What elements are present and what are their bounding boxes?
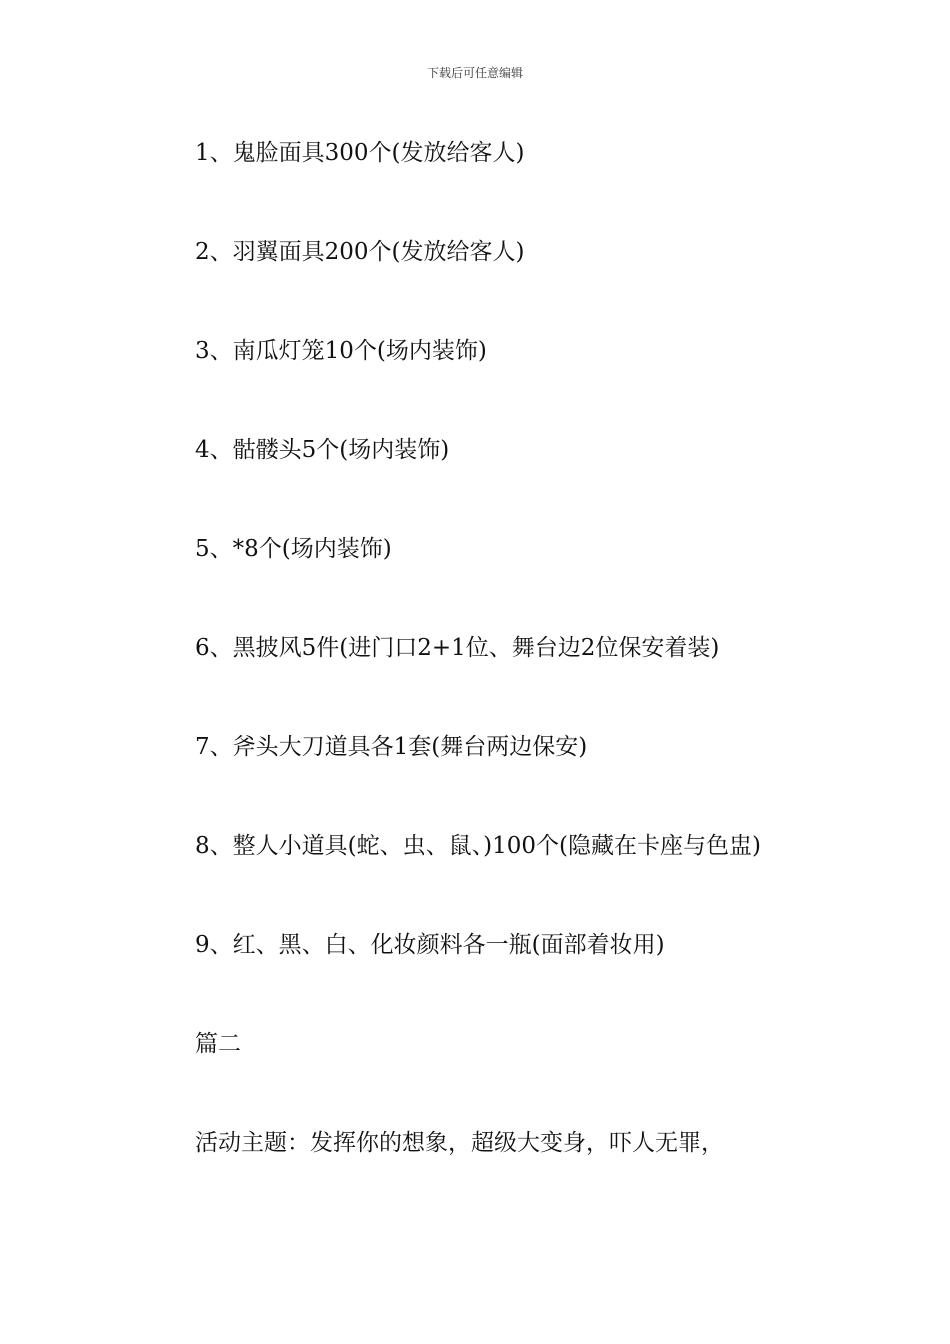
list-item-7: 7、斧头大刀道具各1套(舞台两边保安) bbox=[195, 734, 588, 760]
list-item-4: 4、骷髅头5个(场内装饰) bbox=[195, 437, 450, 463]
list-item-8: 8、整人小道具(蛇、虫、鼠、)100个(隐藏在卡座与色盅) bbox=[195, 833, 761, 859]
list-item-6: 6、黑披风5件(进门口2+1位、舞台边2位保安着装) bbox=[195, 635, 720, 661]
document-body bbox=[145, 128, 810, 1217]
list-item-5: 5、*8个(场内装饰) bbox=[195, 536, 392, 562]
section-title: 篇二 bbox=[195, 1031, 241, 1057]
list-item-1: 1、鬼脸面具300个(发放给客人) bbox=[195, 140, 525, 166]
list-item-3: 3、南瓜灯笼10个(场内装饰) bbox=[195, 338, 487, 364]
activity-theme-line: 活动主题：发挥你的想象，超级大变身，吓人无罪， bbox=[195, 1130, 724, 1156]
list-item-9: 9、红、黑、白、化妆颜料各一瓶(面部着妆用) bbox=[195, 932, 665, 958]
list-item-2: 2、羽翼面具200个(发放给客人) bbox=[195, 239, 525, 265]
page-header-note: 下载后可任意编辑 bbox=[426, 66, 523, 80]
